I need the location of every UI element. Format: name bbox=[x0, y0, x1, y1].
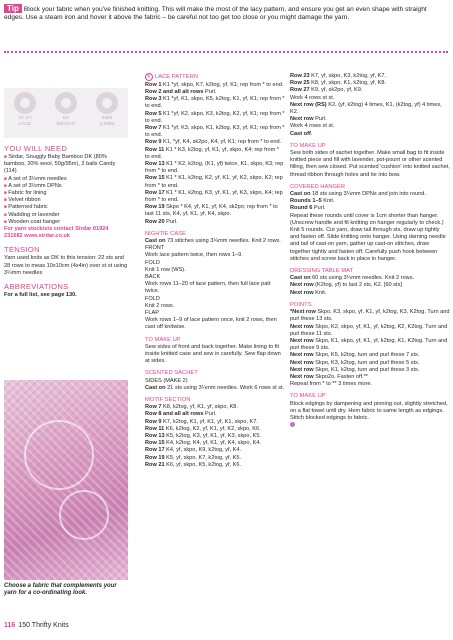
section-heading: NIGHTIE CASE bbox=[145, 230, 186, 237]
row-label: Row 9 bbox=[145, 139, 162, 146]
row-label: Next row bbox=[290, 323, 314, 330]
row-text: Work 4 rows st st. bbox=[290, 123, 335, 130]
row-label: Row 8 and all alt rows bbox=[145, 411, 204, 418]
row-text: Knit 1 row (WS). bbox=[145, 266, 186, 273]
instruction-line bbox=[145, 238, 285, 245]
row-text: Purl. bbox=[203, 88, 217, 95]
row-text: Purl. bbox=[313, 116, 327, 123]
instruction-line bbox=[145, 111, 285, 125]
section-heading: LACE PATTERN bbox=[155, 74, 198, 81]
row-text: . bbox=[310, 130, 313, 137]
row-text: K6, yf, skpo, K5, k2tog, yf, K6. bbox=[164, 461, 242, 468]
sub-heading: FOLD bbox=[145, 259, 160, 266]
row-label: Cast on bbox=[290, 191, 311, 198]
row-text: Purl. bbox=[312, 205, 326, 212]
row-text: Work rows 11–20 of lace pattern, then full lace patt twice. bbox=[145, 281, 271, 295]
row-label: Row 21 bbox=[145, 461, 165, 468]
row-label: Row 20 bbox=[145, 218, 165, 225]
instruction-line bbox=[290, 213, 450, 263]
instruction-line bbox=[290, 360, 450, 367]
stat-weight: DK WEIGHT bbox=[49, 92, 83, 134]
abbreviations-heading: ABBREVIATIONS bbox=[4, 282, 69, 292]
row-label: Row 19 bbox=[145, 454, 165, 461]
row-label: Next row (RS) bbox=[290, 101, 327, 108]
instruction-line bbox=[145, 190, 285, 204]
row-label: Next row bbox=[290, 366, 314, 373]
row-text: K1 * K3, k2tog, yf, K1, yf, skpo, K4; rep from * to end. bbox=[145, 146, 280, 160]
row-text: Repeat from * to ** 3 times more. bbox=[290, 381, 373, 388]
instruction-line bbox=[145, 344, 285, 366]
instruction-line bbox=[145, 404, 285, 411]
instruction-line bbox=[290, 275, 450, 282]
row-label: Row 27 bbox=[290, 87, 310, 94]
material-item: ■ Wadding or lavender bbox=[4, 212, 128, 219]
row-text: K4, yf, skpo, K9, k2tog, yf, K4. bbox=[164, 447, 242, 454]
row-text: Purl. bbox=[164, 218, 178, 225]
instruction-line bbox=[145, 455, 285, 462]
section-heading: DRESSING TABLE MAT bbox=[290, 268, 354, 275]
instruction-line bbox=[145, 82, 285, 89]
section-heading: COVERED HANGER bbox=[290, 183, 346, 190]
stockists-contact: For yarn stockists contact Sirdar 01924 231682 www.sirdar.co.uk bbox=[4, 226, 109, 240]
instruction-line bbox=[290, 116, 450, 123]
row-label: Round 6 bbox=[290, 205, 313, 212]
row-text: Skpo * K4, yf, K1, yf, K4, sk2po; rep from * to last 11 sts, K4, yf, K1, yf, K4, skpo. bbox=[145, 204, 278, 218]
tip-text: Block your fabric when you've finished knitting. This will make the most of the lacy pattern, and ensure you get an even shape with straight edges. Use a steam iron and hover it above the fabric – be careful not too get too close or you might damage the yarn. bbox=[4, 6, 427, 22]
material-item: ■ Wooden coat hanger bbox=[4, 219, 128, 226]
material-item: ■ Patterned fabric bbox=[4, 204, 128, 211]
row-label: Row 11 bbox=[145, 146, 165, 153]
row-text: Block edgings by dampening and pinning out, slightly stretched, on a flat towel until dry. Hem fabric to same length as edgings. Stitch blocked edgings to fabric. bbox=[290, 400, 448, 421]
instruction-line bbox=[145, 252, 285, 259]
instruction-line bbox=[290, 198, 450, 205]
instruction-line bbox=[290, 73, 450, 80]
row-text: K2, (yf, k2tog) 4 times, K1, (k2tog, yf) 4 times, K2. bbox=[290, 101, 442, 116]
stats-panel bbox=[4, 88, 128, 138]
row-label: Row 13 bbox=[145, 160, 165, 167]
row-label: Next row bbox=[290, 282, 314, 289]
row-label: Row 3 bbox=[145, 96, 162, 103]
row-label: Row 11 bbox=[145, 425, 165, 432]
section-heading: SCENTED SACHET bbox=[145, 370, 198, 377]
instruction-line bbox=[290, 191, 450, 198]
row-text: K1 *yf, K2, skpo, K3, k2tog, K2, yf, K1; rep from * to end. bbox=[145, 110, 285, 124]
row-text: 60 sts using 3¼mm needles. Knit 2 rows. bbox=[310, 275, 415, 282]
row-label: Next row bbox=[290, 359, 314, 366]
row-label: Row 5 bbox=[145, 110, 162, 117]
row-text: Skpo2o. Fasten off.** bbox=[313, 373, 368, 380]
row-text: K1, *yf, K4, sk2po, K4, yf, K1; rep from * to end. bbox=[161, 139, 282, 146]
end-mark-icon bbox=[290, 422, 295, 427]
instruction-line bbox=[145, 175, 285, 189]
row-label: Cast on bbox=[145, 384, 166, 391]
row-text: Skpo, K2, skpo, yf, K1, yf, k2tog, K2, K2tog. Turn and purl these 11 sts. bbox=[290, 323, 448, 337]
row-text: Skpo, K1, skpo, yf, K1, yf, k2tog, K1, K2tog. Turn and purl these 9 sts. bbox=[290, 337, 448, 352]
instruction-line bbox=[145, 447, 285, 454]
row-label: Cast off bbox=[290, 130, 311, 137]
instruction-line bbox=[145, 440, 285, 447]
row-text: (K2tog, yf) to last 2 sts, K2. [60 sts] bbox=[313, 282, 402, 289]
row-label: Next row bbox=[290, 337, 314, 344]
pattern-column-3 bbox=[290, 73, 450, 429]
knit-icon: K bbox=[145, 73, 153, 81]
row-text: 18 sts using 3¼mm DPNs and join into round. bbox=[310, 191, 426, 198]
row-text: Sew sides of front and back together. Make lining to fit inside knitted case and sew in carefully. Sew flap down at sides. bbox=[145, 343, 281, 365]
instruction-line bbox=[145, 462, 285, 469]
row-label: Row 25 bbox=[290, 80, 310, 87]
sub-heading: FOLD bbox=[145, 295, 160, 302]
instruction-line bbox=[290, 324, 450, 338]
instruction-line bbox=[290, 309, 450, 323]
row-text: Sew both sides of sachet together. Make small bag to fit inside knitted piece and fill with lavender, pot-pourri or other scented filling, then sew closed. Put scented 'cushion' into knitted sachet, thread ribbon through holes and tie into bow. bbox=[290, 150, 450, 178]
row-text: 73 stitches using 3¼mm needles. Knit 2 rows. bbox=[165, 237, 281, 244]
row-label: Row 19 bbox=[145, 204, 165, 211]
sub-heading: BACK bbox=[145, 273, 161, 280]
row-text: Skpo, K3, k2tog, turn and purl these 5 sts. bbox=[313, 359, 420, 366]
instruction-line bbox=[290, 367, 450, 374]
row-text: Knit. bbox=[313, 289, 327, 296]
sub-heading: FRONT bbox=[145, 245, 165, 252]
instruction-line bbox=[290, 374, 450, 381]
stitch-icon bbox=[14, 92, 36, 114]
page-footer bbox=[4, 622, 69, 629]
row-text: K4, k2tog, K4, yf, K1, yf, K4, skpo, K4. bbox=[164, 440, 261, 447]
row-text: K1 *yf, skpo, K7, k2tog, yf, K1; rep from * to end. bbox=[161, 81, 284, 88]
tip-badge: Tip bbox=[4, 4, 22, 13]
instruction-line bbox=[145, 147, 285, 161]
row-text: K6, k2tog, K2, yf, K1, yf, K2, skpo, K6. bbox=[164, 425, 261, 432]
tip-box bbox=[4, 4, 448, 22]
photo-detail bbox=[59, 490, 109, 540]
row-label: Row 9 bbox=[145, 418, 162, 425]
instruction-line bbox=[145, 89, 285, 96]
row-text: Skpo, K5, k2tog, turn and purl these 7 sts. bbox=[313, 352, 420, 359]
col3-body bbox=[290, 73, 450, 422]
row-label: Row 23 bbox=[290, 73, 310, 79]
instruction-line bbox=[145, 125, 285, 139]
instruction-line bbox=[145, 385, 285, 392]
row-text: K1 * K1, k2tog, K2, yf, K1, yf, K2, skpo, K2; rep from * to end. bbox=[145, 175, 283, 189]
instruction-line bbox=[290, 381, 450, 388]
material-item: ■ Sirdar, Snuggly Baby Bamboo DK (80% bamboo, 20% wool, 50g/95m), 2 balls Candy (114) bbox=[4, 154, 128, 176]
instruction-line bbox=[290, 95, 450, 102]
sidebar-column bbox=[4, 88, 128, 299]
material-item: ■ A set of 3¼mm needles bbox=[4, 176, 128, 183]
knitted-sachet-photo bbox=[4, 380, 128, 580]
row-text: Repeat these rounds until cover is 1cm shorter than hanger. (Unscrew handle and fit knitting on hanger regularly to check.) Knit 5 rounds. Cut yarn, draw tail through sts, draw up tightly and fasten off. Slide knitting onto hanger. Using darning needle and tail of cast-on yarn, gather up cast-on stitches, draw together tightly and fasten off. Carefully push hook between stitches and screw back in place in hanger. bbox=[290, 212, 446, 262]
instruction-line bbox=[145, 204, 285, 218]
instruction-line bbox=[290, 87, 450, 94]
row-label: Next row bbox=[290, 352, 314, 359]
row-label: Next row bbox=[290, 373, 314, 380]
row-label: Row 15 bbox=[145, 440, 165, 447]
section-heading: POINTS bbox=[290, 301, 312, 308]
abbreviations-text: For a full list, see page 130. bbox=[4, 292, 77, 299]
sub-heading: SIDES (MAKE 2) bbox=[145, 377, 188, 384]
instruction-line bbox=[290, 131, 450, 138]
row-label: Next row bbox=[290, 116, 314, 123]
row-label: Row 2 and all alt rows bbox=[145, 88, 204, 95]
page-number: 116 bbox=[4, 622, 16, 629]
row-text: Knit. bbox=[321, 198, 335, 205]
row-text: Work rows 1–9 of lace pattern once, knit 2 rows, then cast off knitwise. bbox=[145, 317, 277, 331]
row-label: *Next row bbox=[290, 309, 316, 316]
row-label: Cast on bbox=[145, 237, 166, 244]
section-heading: TO MAKE UP bbox=[290, 393, 326, 400]
instruction-line bbox=[145, 219, 285, 226]
col2-body bbox=[145, 74, 285, 469]
instruction-line bbox=[290, 80, 450, 87]
tension-text: Yarn used knits as DK to this tension: 22 sts and 28 rows to meas 10x10cm (4x4in) over st st using 3¼mm needles bbox=[4, 255, 128, 276]
row-text: K8, k2tog, yf, K1, yf, skpo, K8. bbox=[161, 404, 238, 411]
instruction-line bbox=[145, 426, 285, 433]
instruction-line bbox=[145, 267, 285, 274]
book-title: 150 Thrifty Knits bbox=[18, 622, 69, 629]
row-text: Skpo, K3, skpo, yf, K1, yf, k2tog, K3, K2tog. Turn and purl these 13 sts. bbox=[290, 309, 450, 323]
sub-heading: FLAP bbox=[145, 309, 159, 316]
instruction-line bbox=[290, 352, 450, 359]
section-heading: MOTIF SECTION bbox=[145, 397, 191, 404]
material-item: ■ A set of 3½mm DPNs bbox=[4, 183, 128, 190]
instruction-line bbox=[145, 281, 285, 295]
row-text: Knit 2 rows. bbox=[145, 302, 175, 309]
row-text: K5, yf, skpo, K7, k2tog, yf, K5. bbox=[164, 454, 242, 461]
tension-heading: TENSION bbox=[4, 245, 40, 255]
instruction-line bbox=[290, 290, 450, 297]
row-label: Row 7 bbox=[145, 404, 162, 411]
you-will-need-heading: YOU WILL NEED bbox=[4, 144, 68, 153]
instruction-line bbox=[145, 303, 285, 310]
row-label: Row 7 bbox=[145, 124, 162, 131]
row-text: 21 sts using 3¼mm needles. Work 6 rows st st. bbox=[165, 384, 285, 391]
row-label: Row 17 bbox=[145, 447, 165, 454]
photo-caption: Choose a fabric that complements your yarn for a co-ordinating look. bbox=[4, 583, 117, 597]
stat-stitch: ST ST LACE bbox=[8, 92, 42, 134]
section-heading: TO MAKE UP bbox=[145, 336, 181, 343]
instruction-line bbox=[290, 205, 450, 212]
pattern-column-2 bbox=[145, 73, 285, 469]
row-text: Skpo, K1, k2tog, turn and purl these 3 sts. bbox=[313, 366, 420, 373]
row-label: Row 15 bbox=[145, 175, 165, 182]
photo-detail bbox=[24, 420, 94, 490]
row-label: Row 1 bbox=[145, 81, 162, 88]
row-text: K1 * K1, k2tog, K3, yf, K1, yf, K3, skpo, K4; rep from * to end. bbox=[145, 189, 283, 203]
row-label: Row 13 bbox=[145, 433, 165, 440]
instruction-line bbox=[145, 411, 285, 418]
row-text: Work lace pattern twice, then rows 1–9. bbox=[145, 252, 243, 259]
instruction-line bbox=[145, 317, 285, 331]
row-text: K7, yf, skpo, K3, k2tog, yf, K7. bbox=[309, 73, 387, 79]
row-label: Rounds 1–5 bbox=[290, 198, 322, 205]
row-text: K5, k2tog, K3, yf, K1, yf, K3, skpo, K5. bbox=[164, 433, 261, 440]
row-text: K1 * K2, k2tog, (K1, yf) twice, K1, skpo, K3; rep from * to end. bbox=[145, 160, 284, 175]
section-heading: TO MAKE UP bbox=[290, 142, 326, 149]
row-text: K9, yf, sk2po, yf, K9. bbox=[309, 87, 363, 94]
stat-needles: 3MM 3.5MM bbox=[90, 92, 124, 134]
row-text: Work 4 rows st st. bbox=[290, 94, 335, 101]
dotted-divider bbox=[4, 51, 448, 53]
row-text: K1 *yf, K1, skpo, K5, k2tog, K1, yf, K1; rep from * to end. bbox=[145, 96, 285, 110]
row-text: K7, k2tog, K1, yf, K1, yf, K1, skpo, K7. bbox=[161, 418, 258, 425]
needles-icon bbox=[96, 92, 118, 114]
instruction-line bbox=[290, 282, 450, 289]
instruction-line bbox=[145, 419, 285, 426]
materials-list bbox=[4, 154, 128, 226]
instruction-line bbox=[145, 139, 285, 146]
instruction-line bbox=[290, 150, 450, 179]
instruction-line bbox=[290, 123, 450, 130]
row-text: K8, yf, skpo, K1, k2tog, yf, K8. bbox=[309, 80, 387, 87]
instruction-line bbox=[145, 433, 285, 440]
instruction-line bbox=[290, 401, 450, 423]
instruction-line bbox=[145, 96, 285, 110]
row-label: Cast on bbox=[290, 275, 311, 282]
row-label: Next row bbox=[290, 289, 314, 296]
instruction-line bbox=[145, 161, 285, 175]
instruction-line bbox=[290, 338, 450, 352]
yarn-ball-icon bbox=[55, 92, 77, 114]
row-label: Row 17 bbox=[145, 189, 165, 196]
material-item: ■ Velvet ribbon bbox=[4, 197, 128, 204]
material-item: ■ Fabric for lining bbox=[4, 190, 128, 197]
row-text: K1 *yf, K3, skpo, K1, k2tog, K3, yf, K1; rep from * to end. bbox=[145, 124, 285, 139]
row-text: Purl. bbox=[203, 411, 217, 418]
instruction-line bbox=[290, 102, 450, 116]
